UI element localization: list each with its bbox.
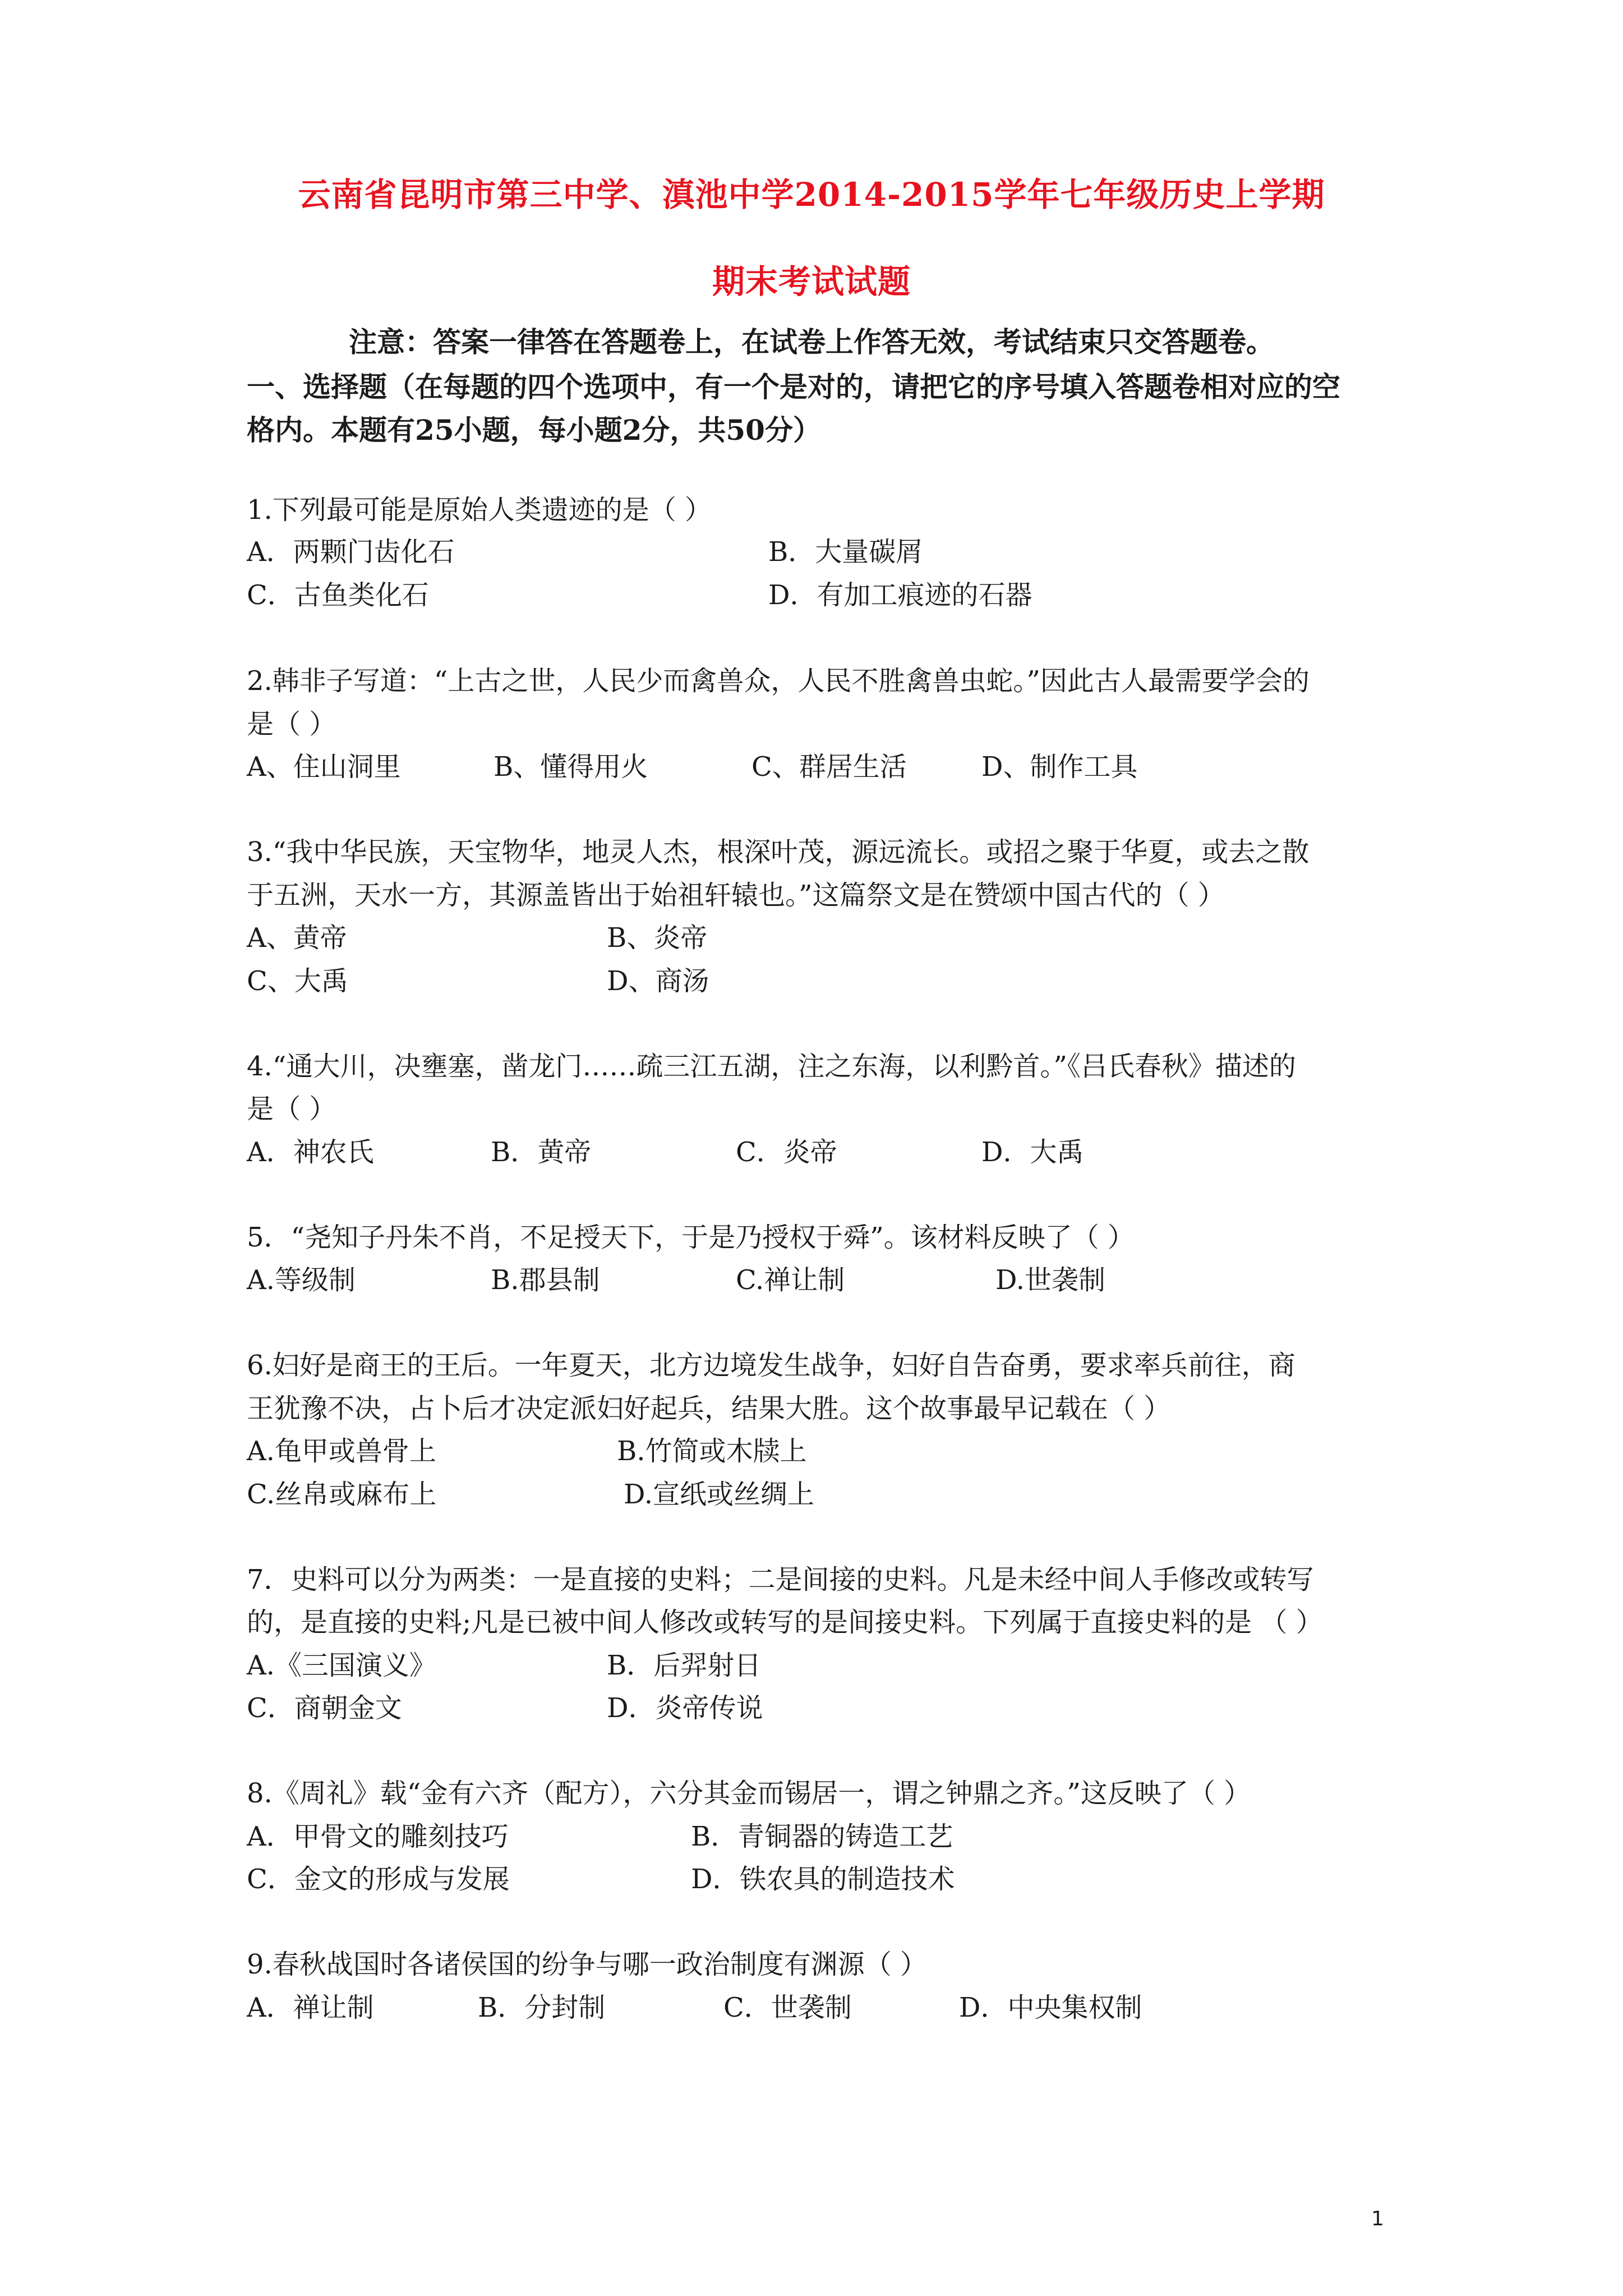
question-9-option-a: A．禅让制: [247, 1992, 374, 2023]
question-5-option-b: B.郡县制: [491, 1264, 600, 1296]
question-4-stem-line2: 是（ ）: [247, 1093, 336, 1125]
exam-title-line1: 云南省昆明市第三中学、滇池中学2014-2015学年七年级历史上学期: [298, 176, 1325, 214]
question-4-option-b: B．黄帝: [491, 1137, 592, 1168]
section-heading-line2: 格内。本题有25小题，每小题2分，共50分）: [247, 413, 821, 447]
question-9-stem: 9.春秋战国时各诸侯国的纷争与哪一政治制度有渊源（ ）: [247, 1949, 928, 1980]
question-2-stem-line1: 2.韩非子写道：“上古之世，人民少而禽兽众，人民不胜禽兽虫蛇。”因此古人最需要学会的: [247, 665, 1310, 697]
question-8-option-c: C．金文的形成与发展: [247, 1864, 510, 1895]
question-2-option-c: C、群居生活: [751, 751, 907, 783]
exam-notice: 注意：答案一律答在答题卷上，在试卷上作答无效，考试结束只交答题卷。: [349, 325, 1274, 358]
question-3-stem-line1: 3.“我中华民族，天宝物华，地灵人杰，根深叶茂，源远流长。或招之聚于华夏，或去之散: [247, 836, 1310, 868]
question-2-option-d: D、制作工具: [981, 751, 1138, 783]
question-7-stem-line1: 7．史料可以分为两类：一是直接的史料；二是间接的史料。凡是未经中间人手修改或转写: [247, 1564, 1314, 1595]
question-7-option-a: A.《三国演义》: [247, 1650, 436, 1681]
question-1-option-b: B．大量碳屑: [768, 536, 923, 568]
question-3-option-d: D、商汤: [607, 965, 709, 997]
section-heading-line1: 一、选择题（在每题的四个选项中，有一个是对的，请把它的序号填入答题卷相对应的空: [247, 370, 1340, 403]
question-4-stem-line1: 4.“通大川，决壅塞，凿龙门……疏三江五湖，注之东海，以利黔首。”《吕氏春秋》描述的: [247, 1051, 1296, 1082]
question-6-option-a: A.龟甲或兽骨上: [247, 1435, 436, 1467]
question-1-option-c: C．古鱼类化石: [247, 579, 429, 611]
question-8-option-b: B．青铜器的铸造工艺: [691, 1821, 953, 1852]
question-5-option-d: D.世袭制: [995, 1264, 1106, 1296]
question-6-option-d: D.宣纸或丝绸上: [624, 1479, 815, 1510]
question-1-stem: 1.下列最可能是原始人类遗迹的是（ ）: [247, 494, 712, 526]
page-number: 1: [1371, 2207, 1384, 2230]
question-7-option-d: D．炎帝传说: [607, 1692, 763, 1724]
question-1-option-a: A．两颗门齿化石: [247, 536, 455, 568]
question-9-option-b: B．分封制: [478, 1992, 606, 2023]
question-3-stem-line2: 于五洲，天水一方，其源盖皆出于始祖轩辕也。”这篇祭文是在赞颂中国古代的（ ）: [247, 880, 1225, 911]
question-6-option-b: B.竹简或木牍上: [617, 1435, 807, 1467]
question-8-stem: 8.《周礼》载“金有六齐（配方），六分其金而锡居一，谓之钟鼎之齐。”这反映了（ ）: [247, 1778, 1251, 1809]
question-9-option-c: C．世袭制: [723, 1992, 852, 2023]
question-7-option-c: C．商朝金文: [247, 1692, 402, 1724]
question-5-option-c: C.禅让制: [736, 1264, 845, 1296]
question-9-option-d: D．中央集权制: [959, 1992, 1142, 2023]
question-3-option-a: A、黄帝: [247, 922, 347, 954]
question-4-option-d: D．大禹: [981, 1137, 1084, 1168]
question-3-option-c: C、大禹: [247, 965, 348, 997]
question-4-option-c: C．炎帝: [736, 1137, 837, 1168]
question-2-option-a: A、住山洞里: [247, 751, 401, 783]
question-5-option-a: A.等级制: [247, 1264, 356, 1296]
question-1-option-d: D．有加工痕迹的石器: [768, 579, 1032, 611]
question-7-stem-line2: 的，是直接的史料;凡是已被中间人修改或转写的是间接史料。下列属于直接史料的是 （ ）: [247, 1607, 1323, 1638]
question-8-option-a: A．甲骨文的雕刻技巧: [247, 1821, 509, 1852]
question-5-stem: 5．“尧知子丹朱不肖，不足授天下，于是乃授权于舜”。该材料反映了（ ）: [247, 1222, 1135, 1253]
question-3-option-b: B、炎帝: [607, 922, 708, 954]
question-6-option-c: C.丝帛或麻布上: [247, 1479, 437, 1510]
question-8-option-d: D．铁农具的制造技术: [691, 1864, 955, 1895]
question-2-stem-line2: 是（ ）: [247, 708, 336, 740]
question-2-option-b: B、懂得用火: [494, 751, 648, 783]
question-6-stem-line1: 6.妇好是商王的王后。一年夏天，北方边境发生战争，妇好自告奋勇，要求率兵前往，商: [247, 1350, 1295, 1381]
question-7-option-b: B．后羿射日: [607, 1650, 762, 1681]
question-4-option-a: A．神农氏: [247, 1137, 374, 1168]
exam-title-line2: 期末考试试题: [712, 263, 911, 301]
question-6-stem-line2: 王犹豫不决，占卜后才决定派妇好起兵，结果大胜。这个故事最早记载在（ ）: [247, 1393, 1171, 1424]
